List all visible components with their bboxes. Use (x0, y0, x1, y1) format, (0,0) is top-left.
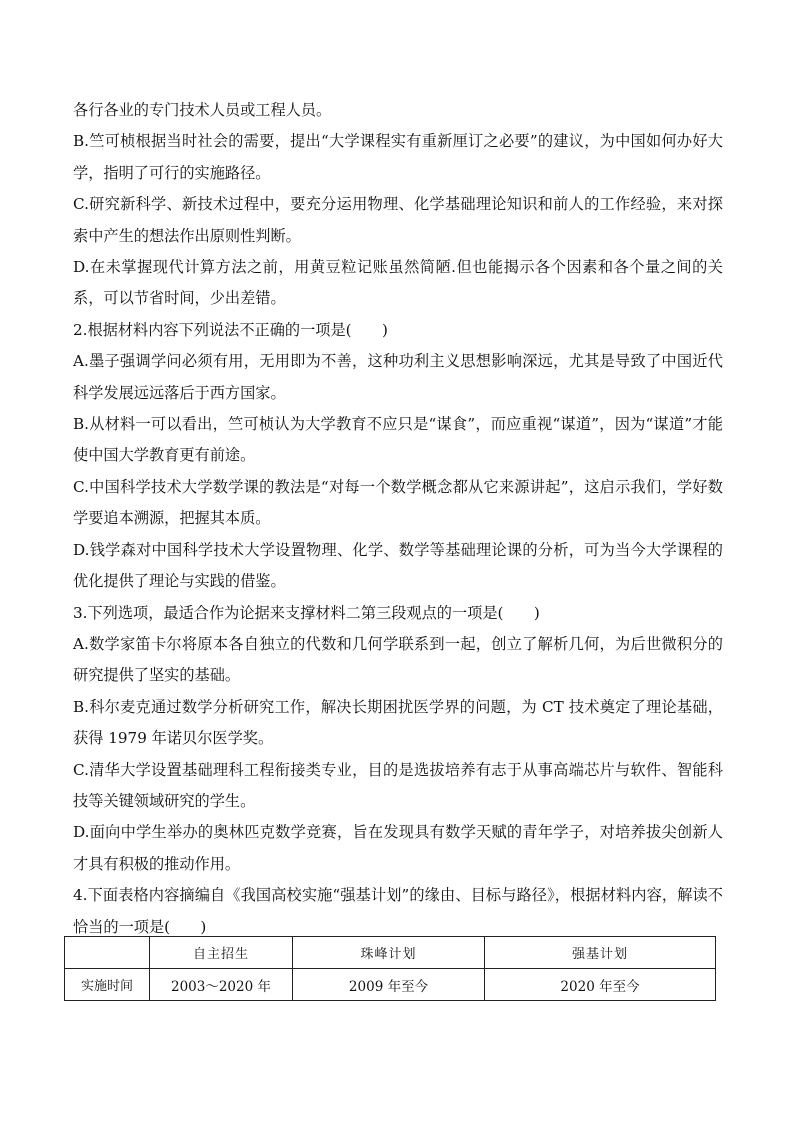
option-2a: A.墨子强调学问必须有用，无用即为不善，这种功利主义思想影响深远，尤其是导致了中国近代科学发展远远落后于西方国家。 (73, 352, 723, 402)
table-header-cell: 自主招生 (150, 937, 293, 969)
question-2: 2.根据材料内容下列说法不正确的一项是( ) (73, 320, 388, 339)
table-row (65, 969, 716, 1001)
paragraph-continuation: 各行各业的专门技术人员或工程人员。 (73, 101, 332, 119)
table-header-cell: 强基计划 (485, 937, 716, 969)
question-4: 4.下面表格内容摘编自《我国高校实施“强基计划”的缘由、目标与路径》，根据材料内容，解读不恰当的一项是( ) (73, 886, 723, 936)
table-cell: 2009 年至今 (293, 969, 485, 1001)
table-cell: 2003～2020 年 (150, 969, 293, 1001)
question-3: 3.下列选项，最适合作为论据来支撑材料二第三段观点的一项是( ) (73, 603, 540, 622)
option-2d: D.钱学森对中国科学技术大学设置物理、化学、数学等基础理论课的分析，可为当今大学课程的优化提供了理论与实践的借鉴。 (73, 540, 723, 591)
option-1d: D.在未掌握现代计算方法之前，用黄豆粒记账虽然简陋.但也能揭示各个因素和各个量之间的关系，可以节省时间，少出差错。 (73, 258, 723, 308)
option-1b: B.竺可桢根据当时社会的需要，提出“大学课程实有重新厘订之必要”的建议，为中国如何办好大学，指明了可行的实施路径。 (73, 132, 723, 182)
option-3d: D.面向中学生举办的奥林匹克数学竞赛，旨在发现具有数学天赋的青年学子，对培养拔尖创新人才具有积极的推动作用。 (73, 823, 723, 873)
option-1c: C.研究新科学、新技术过程中，要充分运用物理、化学基础理论知识和前人的工作经验，来对探索中产生的想法作出原则性判断。 (73, 195, 723, 245)
option-2c: C.中国科学技术大学数学课的教法是“对每一个数学概念都从它来源讲起”，这启示我们，学好数学要追本溯源，把握其本质。 (73, 477, 723, 528)
table-header-cell (65, 937, 150, 969)
option-3a: A.数学家笛卡尔将原本各自独立的代数和几何学联系到一起，创立了解析几何，为后世微积分的研究提供了坚实的基础。 (73, 634, 723, 685)
table-cell: 2020 年至今 (485, 969, 716, 1001)
body-text (73, 95, 723, 943)
table-row-label: 实施时间 (65, 969, 150, 1001)
option-3c: C.清华大学设置基础理科工程衔接类专业，目的是选拔培养有志于从事高端芯片与软件、智能科技等关键领域研究的学生。 (73, 760, 723, 810)
table-header-row (65, 937, 716, 969)
option-2b: B.从材料一可以看出，竺可桢认为大学教育不应只是“谋食”，而应重视“谋道”，因为“谋道”才能使中国大学教育更有前途。 (73, 415, 723, 465)
table-header-cell: 珠峰计划 (293, 937, 485, 969)
option-3b: B.科尔麦克通过数学分析研究工作，解决长期困扰医学界的问题，为 CT 技术奠定了理论基础，获得 1979 年诺贝尔医学奖。 (73, 697, 723, 748)
plan-comparison-table (64, 936, 715, 1001)
